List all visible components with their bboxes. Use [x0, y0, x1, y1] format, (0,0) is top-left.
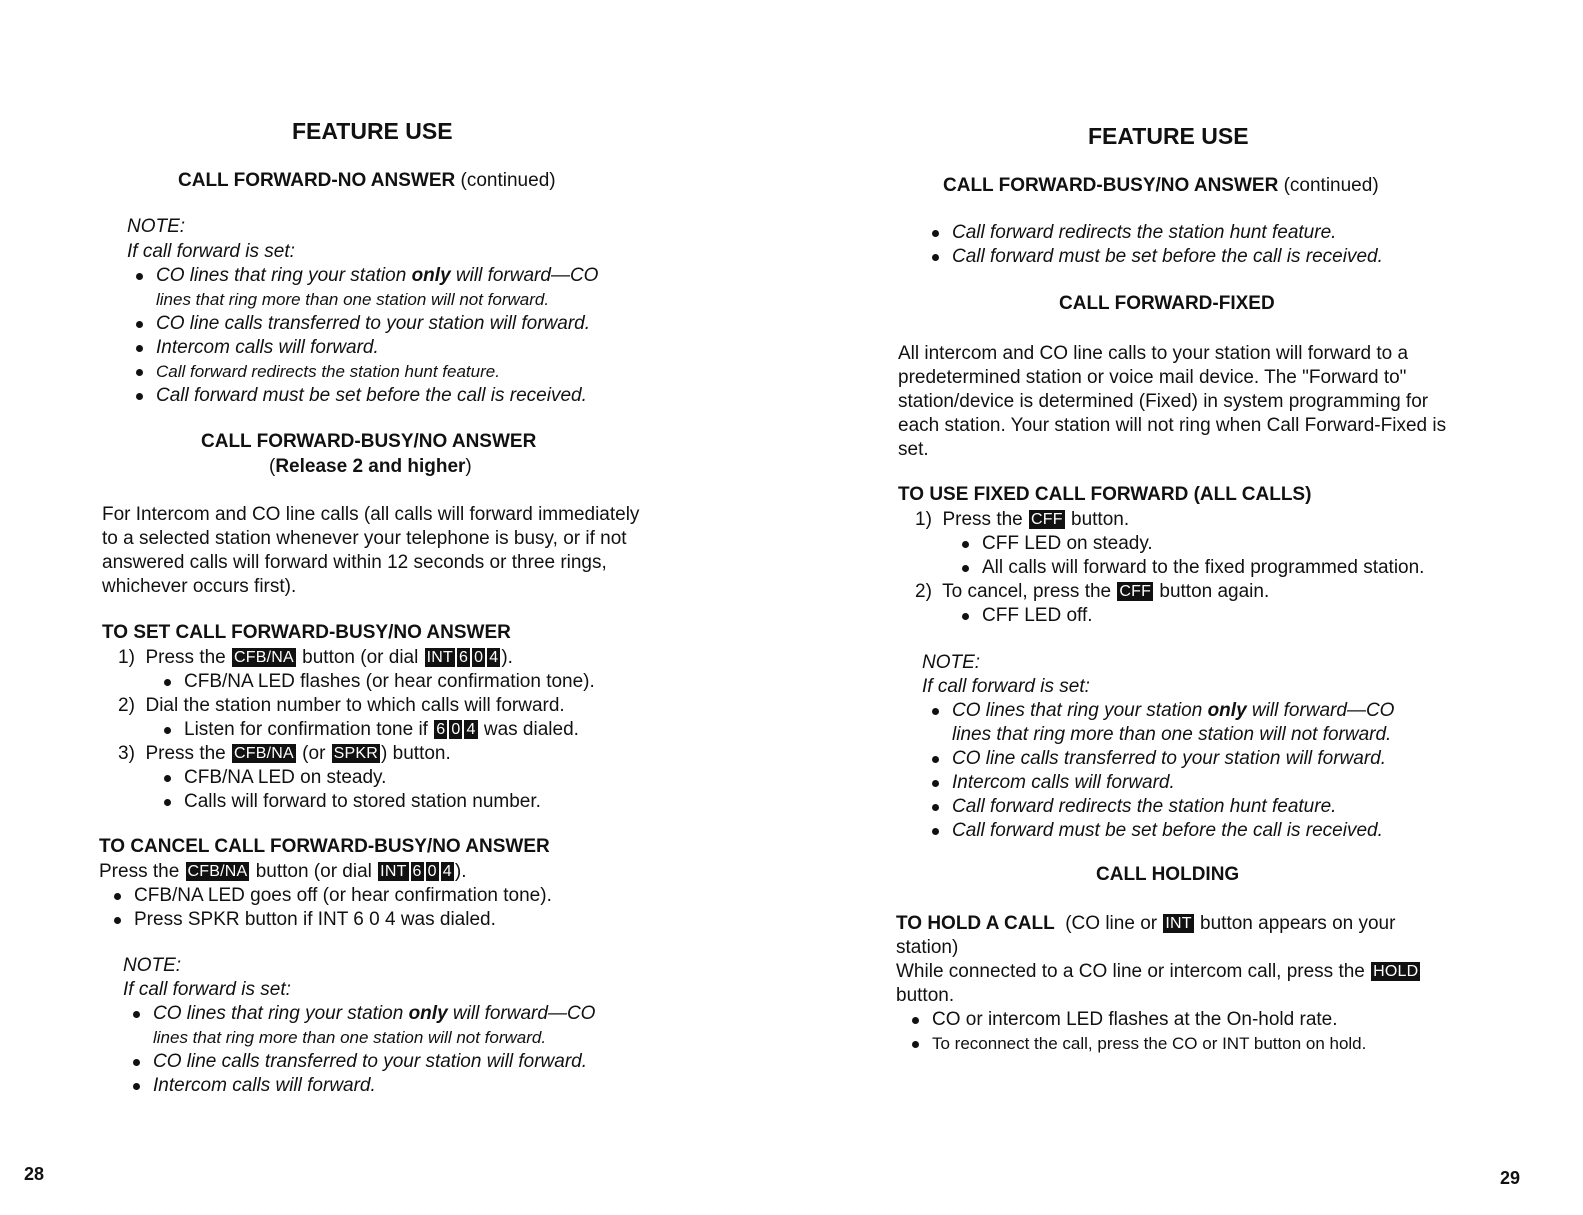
cff-key[interactable]: CFF	[1119, 583, 1152, 600]
hold-line-2: station)	[896, 937, 959, 958]
section-heading	[178, 170, 556, 192]
digit-6-key[interactable]: 6	[459, 649, 469, 666]
cfb-na-key[interactable]: CFB/NA	[234, 745, 294, 762]
list-item-continuation: lines that ring more than one station will not forward.	[156, 290, 550, 309]
list-item: Call forward redirects the station hunt feature.	[130, 360, 598, 384]
list-item: To reconnect the call, press the CO or INT button on hold.	[906, 1032, 1366, 1056]
list-item: CFB/NA LED flashes (or hear confirmation tone).	[158, 670, 595, 694]
page-title: FEATURE USE	[292, 118, 453, 144]
digit-6-key[interactable]: 6	[436, 721, 446, 738]
hold-bullets	[906, 1008, 1366, 1056]
list-item: Listen for confirmation tone if 6 0 4 was dialed.	[158, 718, 579, 742]
note-bullet-list	[127, 1002, 595, 1098]
list-item: Press SPKR button if INT 6 0 4 was dialed.	[108, 908, 552, 932]
note-bullet-list	[130, 264, 598, 408]
note-intro: If call forward is set:	[922, 676, 1090, 697]
page-number: 29	[1500, 1168, 1521, 1188]
list-item: Call forward must be set before the call is received.	[926, 245, 1383, 269]
list-item: CFB/NA LED on steady.	[158, 766, 541, 790]
list-item: CO lines that ring your station only will forward—CO	[926, 699, 1394, 723]
list-item: CO line calls transferred to your station will forward.	[127, 1050, 595, 1074]
list-item: Call forward redirects the station hunt feature.	[926, 221, 1383, 245]
use-heading: TO USE FIXED CALL FORWARD (ALL CALLS)	[898, 484, 1312, 505]
int-key[interactable]: INT	[426, 649, 454, 666]
left-page	[0, 0, 790, 1215]
list-item: Call forward must be set before the call is received.	[926, 819, 1394, 843]
list-item: Call forward redirects the station hunt feature.	[926, 795, 1394, 819]
intro-paragraph: For Intercom and CO line calls (all calls will forward immediately to a selected station whenever your telephone is busy, or if not answered calls will forward within 12 seconds or three rings, whichever occurs first).	[102, 504, 640, 597]
note-label: NOTE:	[922, 652, 981, 673]
list-item: CO line calls transferred to your station will forward.	[926, 747, 1394, 771]
list-item: Intercom calls will forward.	[926, 771, 1394, 795]
section-subheading-release: (Release 2 and higher)	[269, 456, 472, 477]
int-key[interactable]: INT	[1165, 915, 1192, 932]
step-1: 1) Press the CFB/NA button (or dial INT 6 0 4 ).	[118, 647, 513, 668]
top-bullets	[926, 221, 1383, 269]
hold-line-3: While connected to a CO line or intercom call, press the HOLD	[896, 961, 1419, 982]
list-item-continuation: lines that ring more than one station will not forward.	[153, 1028, 547, 1047]
step-3-bullets	[158, 766, 541, 814]
list-item: Call forward must be set before the call is received.	[130, 384, 598, 408]
list-item: CO lines that ring your station only will forward—CO	[130, 264, 598, 288]
step-1: 1) Press the CFF button.	[915, 509, 1130, 530]
note-bullet-list	[926, 699, 1394, 843]
cancel-bullets	[108, 884, 552, 932]
cfb-na-key[interactable]: CFB/NA	[187, 863, 248, 880]
list-item: CO or intercom LED flashes at the On-hold rate.	[906, 1008, 1366, 1032]
step-3: 3) Press the CFB/NA (or SPKR ) button.	[118, 743, 451, 764]
int-key[interactable]: INT	[380, 863, 407, 880]
set-heading: TO SET CALL FORWARD-BUSY/NO ANSWER	[102, 622, 511, 643]
page-title: FEATURE USE	[1088, 123, 1249, 149]
list-item: CO line calls transferred to your station will forward.	[130, 312, 598, 336]
digit-4-key[interactable]: 4	[466, 721, 476, 738]
list-item: Intercom calls will forward.	[130, 336, 598, 360]
list-item: All calls will forward to the fixed programmed station.	[956, 556, 1424, 580]
list-item: Intercom calls will forward.	[127, 1074, 595, 1098]
cfb-na-key[interactable]: CFB/NA	[234, 649, 294, 666]
right-page	[790, 0, 1583, 1215]
note-intro: If call forward is set:	[123, 979, 291, 1000]
step-1-bullets	[956, 532, 1424, 580]
hold-line-4: button.	[896, 985, 955, 1006]
section-heading-busy: CALL FORWARD-BUSY/NO ANSWER	[201, 431, 537, 452]
digit-6-key[interactable]: 6	[412, 863, 422, 880]
list-item: CFF LED on steady.	[956, 532, 1424, 556]
step-2-bullets	[956, 604, 1093, 628]
fixed-paragraph: All intercom and CO line calls to your station will forward to a predetermined station or voice mail device. The "Forward to" station/device is determined (Fixed) in system programming for each station. Your station will not ring when Call Forward-Fixed is set.	[898, 343, 1447, 460]
note-intro: If call forward is set:	[127, 241, 295, 262]
hold-key[interactable]: HOLD	[1373, 963, 1419, 980]
digit-0-key[interactable]: 0	[451, 721, 461, 738]
digit-0-key[interactable]: 0	[474, 649, 484, 666]
holding-heading: CALL HOLDING	[1096, 864, 1240, 885]
note-label: NOTE:	[127, 216, 186, 237]
step-2: 2) Dial the station number to which calls will forward.	[118, 695, 565, 716]
list-item: CFB/NA LED goes off (or hear confirmation tone).	[108, 884, 552, 908]
section-heading-bold: CALL FORWARD-NO ANSWER	[178, 170, 456, 191]
list-item: CO lines that ring your station only will forward—CO	[127, 1002, 595, 1026]
section-heading: CALL FORWARD-BUSY/NO ANSWER (continued)	[943, 175, 1379, 196]
list-item: CFF LED off.	[956, 604, 1093, 628]
cancel-instruction: Press the CFB/NA button (or dial INT 6 0 4 ).	[99, 861, 467, 882]
digit-4-key[interactable]: 4	[489, 649, 499, 666]
page-number: 28	[24, 1164, 45, 1184]
cancel-heading: TO CANCEL CALL FORWARD-BUSY/NO ANSWER	[99, 836, 550, 857]
list-item: Calls will forward to stored station number.	[158, 790, 541, 814]
spkr-key[interactable]: SPKR	[333, 745, 379, 762]
list-item-continuation: lines that ring more than one station will not forward.	[952, 724, 1392, 745]
hold-line-1: TO HOLD A CALL (CO line or INT button appears on your	[896, 913, 1396, 934]
cff-key[interactable]: CFF	[1031, 511, 1063, 528]
step-2: 2) To cancel, press the CFF button again.	[915, 581, 1270, 602]
note-label: NOTE:	[123, 955, 182, 976]
step-2-bullets	[158, 718, 579, 742]
digit-4-key[interactable]: 4	[442, 863, 452, 880]
step-1-bullets	[158, 670, 595, 694]
fixed-heading: CALL FORWARD-FIXED	[1059, 293, 1275, 314]
digit-0-key[interactable]: 0	[427, 863, 437, 880]
section-heading-continued: (continued)	[455, 170, 556, 191]
